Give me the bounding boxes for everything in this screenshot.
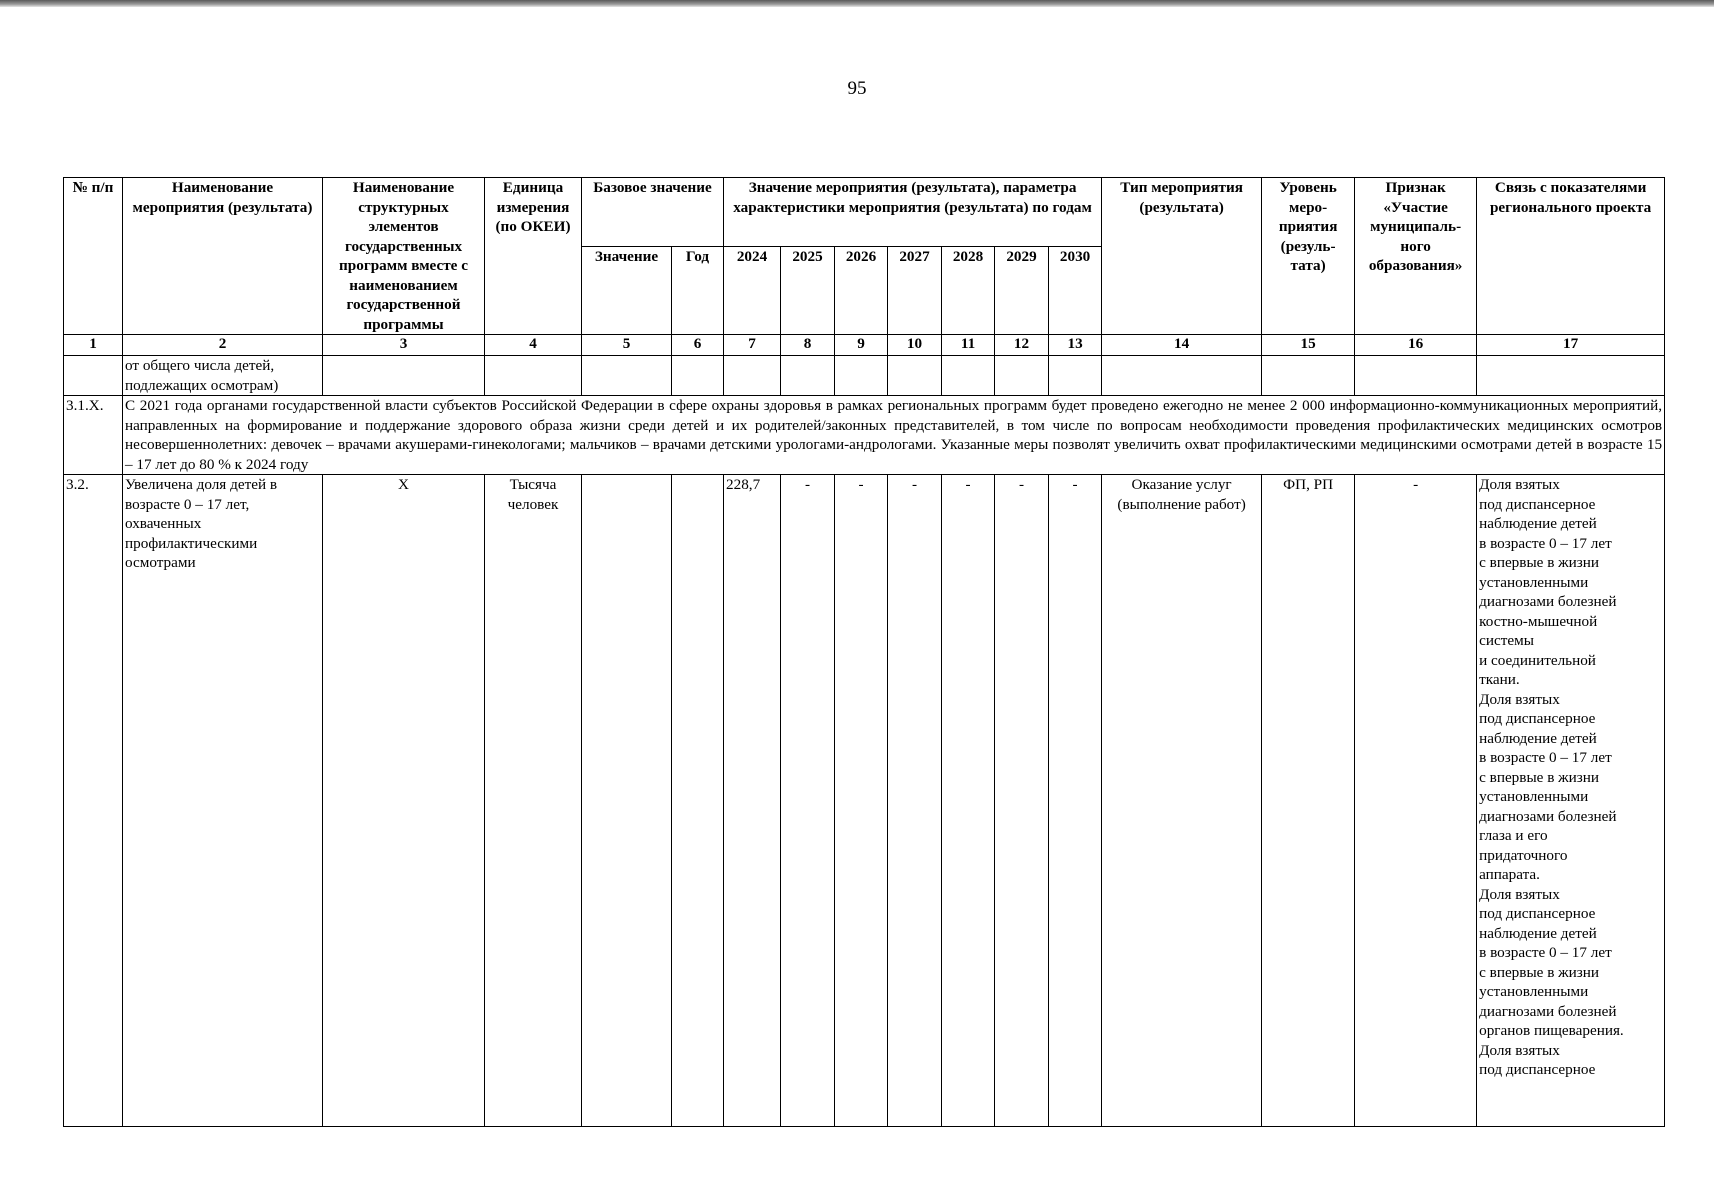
link-line: наблюдение детей bbox=[1479, 515, 1597, 532]
cell-empty bbox=[1102, 356, 1262, 396]
column-number: 10 bbox=[888, 335, 942, 356]
measure-name: Увеличена доля детей в возрасте 0 – 17 лет, охваченных профилактическими осмотрами bbox=[123, 475, 323, 1127]
continuation-row bbox=[64, 356, 1665, 396]
link-line: наблюдение детей bbox=[1479, 924, 1597, 942]
note-number: 3.1.Х. bbox=[64, 396, 123, 475]
link-line: под диспансерное bbox=[1479, 710, 1596, 727]
column-number: 15 bbox=[1262, 335, 1355, 356]
column-number: 12 bbox=[995, 335, 1049, 356]
continuation-name: от общего числа детей, подлежащих осмотрам) bbox=[123, 356, 323, 396]
link-line: установленными bbox=[1479, 983, 1589, 1000]
column-number: 2 bbox=[123, 335, 323, 356]
note-row bbox=[64, 396, 1665, 475]
measure-level: ФП, РП bbox=[1262, 475, 1355, 1127]
link-line: под диспансерное bbox=[1479, 1061, 1596, 1078]
link-line: и соединительной bbox=[1479, 651, 1596, 669]
column-number: 3 bbox=[323, 335, 485, 356]
note-text: С 2021 года органами государственной власти субъектов Российской Федерации в сфере охраны здоровья в рамках региональных программ будет проведено ежегодно не менее 2 000 информационно-коммуникационных мероприятий, направленных на формирование и поддержание здорового образа жизни среди детей и их родителей/законных представителей, в том числе по вопросам необходимости проведения профилактических медицинских осмотров несовершеннолетних: девочек – врачами акушерами-гинекологами; мальчиков – врачами детскими урологами-андрологами. Указанные меры позволят увеличить охват профилактическими медицинскими осмотрами детей в возрасте 15 – 17 лет до 80 % к 2024 году bbox=[123, 396, 1665, 475]
link-line: под диспансерное bbox=[1479, 495, 1596, 513]
link-line: в возрасте 0 – 17 лет bbox=[1479, 749, 1612, 766]
measure-value-2026: - bbox=[835, 475, 888, 1127]
cell-empty bbox=[995, 356, 1049, 396]
cell-empty bbox=[724, 356, 781, 396]
header-year-2027: 2027 bbox=[888, 246, 942, 334]
header-row-1 bbox=[64, 178, 1665, 247]
measure-link-indicators bbox=[1477, 475, 1665, 1127]
header-year-2025: 2025 bbox=[781, 246, 835, 334]
link-line: ткани. bbox=[1479, 671, 1520, 688]
header-unit: Единица измерения (по ОКЕИ) bbox=[485, 178, 582, 335]
link-line: с впервые в жизни bbox=[1479, 554, 1600, 571]
header-values-by-year: Значение мероприятия (результата), параметра характеристики мероприятия (результата) по годам bbox=[724, 178, 1102, 247]
link-line: установленными bbox=[1479, 788, 1589, 805]
measure-base-year bbox=[672, 475, 724, 1127]
cell-empty bbox=[485, 356, 582, 396]
header-base: Базовое значение bbox=[582, 178, 724, 247]
column-number: 5 bbox=[582, 335, 672, 356]
column-number: 8 bbox=[781, 335, 835, 356]
measure-value-2030: - bbox=[1049, 475, 1102, 1127]
scan-top-edge bbox=[0, 0, 1714, 7]
header-year-2024: 2024 bbox=[724, 246, 781, 334]
cell-empty bbox=[672, 356, 724, 396]
measure-value-2029: - bbox=[995, 475, 1049, 1127]
cell-empty bbox=[781, 356, 835, 396]
cell-empty bbox=[582, 356, 672, 396]
link-line: системы bbox=[1479, 632, 1534, 649]
column-number: 4 bbox=[485, 335, 582, 356]
column-number: 6 bbox=[672, 335, 724, 356]
link-line: Доля взятых bbox=[1479, 1041, 1560, 1059]
cell-empty bbox=[1355, 356, 1477, 396]
cell-empty bbox=[942, 356, 995, 396]
link-line: под диспансерное bbox=[1479, 905, 1596, 922]
column-number: 17 bbox=[1477, 335, 1665, 356]
cell-empty bbox=[1477, 356, 1665, 396]
link-line: с впервые в жизни bbox=[1479, 768, 1600, 786]
cell-empty bbox=[1049, 356, 1102, 396]
link-line: установленными bbox=[1479, 573, 1589, 591]
link-line: диагнозами болезней bbox=[1479, 807, 1617, 825]
header-year-2029: 2029 bbox=[995, 246, 1049, 334]
measure-row-3-2 bbox=[64, 475, 1665, 1127]
measure-municipal: - bbox=[1355, 475, 1477, 1127]
link-line: глаза и его bbox=[1479, 827, 1548, 844]
measure-value-2027: - bbox=[888, 475, 942, 1127]
header-year-2026: 2026 bbox=[835, 246, 888, 334]
header-no: № п/п bbox=[64, 178, 123, 335]
link-line: Доля взятых bbox=[1479, 476, 1560, 493]
link-line: в возрасте 0 – 17 лет bbox=[1479, 944, 1612, 961]
link-line: с впервые в жизни bbox=[1479, 963, 1600, 981]
cell-empty bbox=[888, 356, 942, 396]
header-type: Тип мероприятия (результата) bbox=[1102, 178, 1262, 335]
header-level: Уровень меро- приятия (резуль- тата) bbox=[1262, 178, 1355, 335]
measures-table bbox=[63, 177, 1665, 1127]
column-number: 7 bbox=[724, 335, 781, 356]
link-line: диагнозами болезней bbox=[1479, 1002, 1617, 1020]
measure-value-2025: - bbox=[781, 475, 835, 1127]
measure-type: Оказание услуг (выполнение работ) bbox=[1102, 475, 1262, 1127]
cell-empty bbox=[1262, 356, 1355, 396]
header-year-2030: 2030 bbox=[1049, 246, 1102, 334]
measure-structural: Х bbox=[323, 475, 485, 1127]
column-number: 13 bbox=[1049, 335, 1102, 356]
column-numbers-row bbox=[64, 335, 1665, 356]
measure-value-2024: 228,7 bbox=[724, 475, 781, 1127]
header-structural: Наименование структурных элементов государственных программ вместе с наименованием государственной программы bbox=[323, 178, 485, 335]
column-number: 11 bbox=[942, 335, 995, 356]
header-base-year: Год bbox=[672, 246, 724, 334]
cell-empty bbox=[835, 356, 888, 396]
measure-value-2028: - bbox=[942, 475, 995, 1127]
header-year-2028: 2028 bbox=[942, 246, 995, 334]
link-line: аппарата. bbox=[1479, 866, 1540, 883]
column-number: 14 bbox=[1102, 335, 1262, 356]
measure-unit: Тысяча человек bbox=[485, 475, 582, 1127]
cell-empty bbox=[64, 356, 123, 396]
link-line: Доля взятых bbox=[1479, 690, 1560, 708]
cell-empty bbox=[323, 356, 485, 396]
link-line: наблюдение детей bbox=[1479, 729, 1597, 747]
page-number: 95 bbox=[847, 78, 867, 99]
link-line: диагнозами болезней bbox=[1479, 593, 1617, 610]
column-number: 9 bbox=[835, 335, 888, 356]
link-line: в возрасте 0 – 17 лет bbox=[1479, 534, 1612, 552]
link-line: Доля взятых bbox=[1479, 885, 1560, 903]
header-name: Наименование мероприятия (результата) bbox=[123, 178, 323, 335]
header-base-value: Значение bbox=[582, 246, 672, 334]
column-number: 1 bbox=[64, 335, 123, 356]
measure-number: 3.2. bbox=[64, 475, 123, 1127]
link-line: органов пищеварения. bbox=[1479, 1022, 1624, 1039]
header-municipal: Признак «Участие муниципаль- ного образования» bbox=[1355, 178, 1477, 335]
column-number: 16 bbox=[1355, 335, 1477, 356]
link-line: придаточного bbox=[1479, 846, 1568, 864]
measure-base-value bbox=[582, 475, 672, 1127]
header-link: Связь с показателями регионального проекта bbox=[1477, 178, 1665, 335]
link-line: костно-мышечной bbox=[1479, 612, 1598, 630]
